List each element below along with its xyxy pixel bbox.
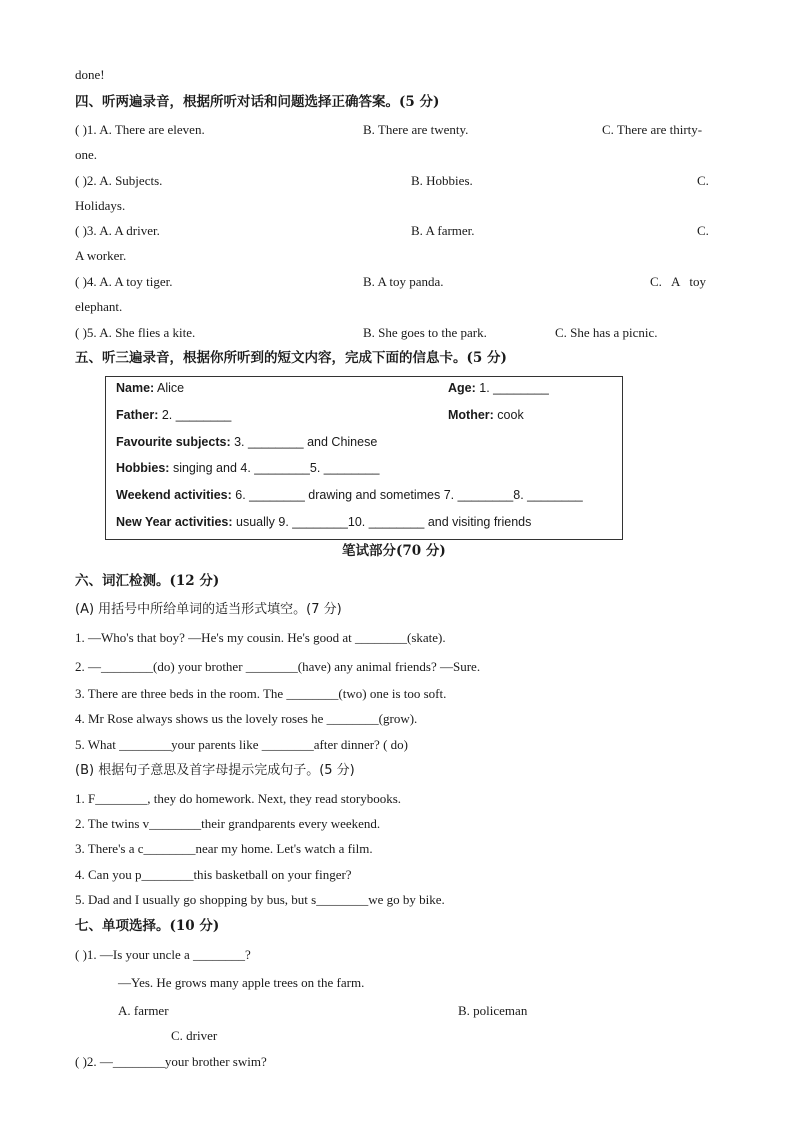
done-text: done! (75, 67, 105, 82)
s4-q3-c: C. (697, 223, 709, 238)
s4-q3-wrap: A worker. (75, 248, 127, 263)
s4-q1-wrap: one. (75, 147, 98, 162)
s6b-item-4: 4. Can you p________this basketball on your finger? (75, 867, 352, 882)
info-card (105, 376, 623, 540)
s4-q4-wrap: elephant. (75, 299, 123, 314)
card-hobbies: Hobbies: singing and 4. ________5. ________ (116, 461, 380, 475)
section-5-title: 五、听三遍录音，根据你所听到的短文内容，完成下面的信息卡。(5 分) (75, 350, 507, 366)
s7-q2: ( )2. —________your brother swim? (75, 1054, 267, 1069)
s6b-item-3: 3. There's a c________near my home. Let's watch a film. (75, 841, 373, 856)
written-part-title: 笔试部分(70 分) (342, 543, 446, 559)
s6a-item-4: 4. Mr Rose always shows us the lovely roses he ________(grow). (75, 711, 418, 726)
s7-q1-option-a: A. farmer (118, 1003, 169, 1018)
s6b-item-1: 1. F________, they do homework. Next, they read storybooks. (75, 791, 402, 806)
card-father: Father: 2. ________ (116, 408, 232, 422)
s4-q2-wrap: Holidays. (75, 198, 126, 213)
section-6b-title: (B) 根据句子意思及首字母提示完成句子。(5 分) (75, 763, 355, 778)
card-age: Age: 1. ________ (448, 381, 549, 395)
s4-q5-a: ( )5. A. She flies a kite. (75, 325, 196, 340)
s6a-item-3: 3. There are three beds in the room. The ________(two) one is too soft. (75, 686, 447, 701)
s6a-item-2: 2. —________(do) your brother ________(have) any animal friends? —Sure. (75, 659, 481, 674)
s6b-item-5: 5. Dad and I usually go shopping by bus, but s________we go by bike. (75, 892, 445, 907)
s4-q5-c: C. She has a picnic. (555, 325, 658, 340)
s4-q4-b: B. A toy panda. (363, 274, 444, 289)
section-6a-title: (A) 用括号中所给单词的适当形式填空。(7 分) (75, 602, 342, 617)
s4-q1-b: B. There are twenty. (363, 122, 469, 137)
card-subjects: Favourite subjects: 3. ________ and Chinese (116, 435, 378, 449)
s6a-item-1: 1. —Who's that boy? —He's my cousin. He's good at ________(skate). (75, 630, 446, 645)
s4-q4-a: ( )4. A. A toy tiger. (75, 274, 173, 289)
s6b-item-2: 2. The twins v________their grandparents every weekend. (75, 816, 381, 831)
card-newyear: New Year activities: usually 9. ________10. ________ and visiting friends (116, 515, 532, 529)
s4-q1-c: C. There are thirty- (602, 122, 703, 137)
section-6-title: 六、词汇检测。(12 分) (75, 573, 220, 589)
section-4-title: 四、听两遍录音，根据所听对话和问题选择正确答案。(5 分) (75, 94, 440, 110)
s4-q3-a: ( )3. A. A driver. (75, 223, 160, 238)
s4-q2-a: ( )2. A. Subjects. (75, 173, 163, 188)
s4-q4-c: C. A toy (650, 274, 706, 289)
card-mother: Mother: cook (448, 408, 524, 422)
s4-q1-a: ( )1. A. There are eleven. (75, 122, 205, 137)
s7-q1-option-b: B. policeman (458, 1003, 528, 1018)
s7-q1: ( )1. —Is your uncle a ________? (75, 947, 251, 962)
s4-q5-b: B. She goes to the park. (363, 325, 487, 340)
s7-q1-answer: —Yes. He grows many apple trees on the farm. (118, 975, 365, 990)
s7-q1-option-c: C. driver (171, 1028, 218, 1043)
s4-q3-b: B. A farmer. (411, 223, 475, 238)
card-name: Name: Alice (116, 381, 185, 395)
card-weekend: Weekend activities: 6. ________ drawing and sometimes 7. ________8. ________ (116, 488, 583, 502)
s4-q2-b: B. Hobbies. (411, 173, 473, 188)
section-7-title: 七、单项选择。(10 分) (75, 918, 220, 934)
s4-q2-c: C. (697, 173, 709, 188)
s6a-item-5: 5. What ________your parents like ________after dinner? ( do) (75, 737, 408, 752)
